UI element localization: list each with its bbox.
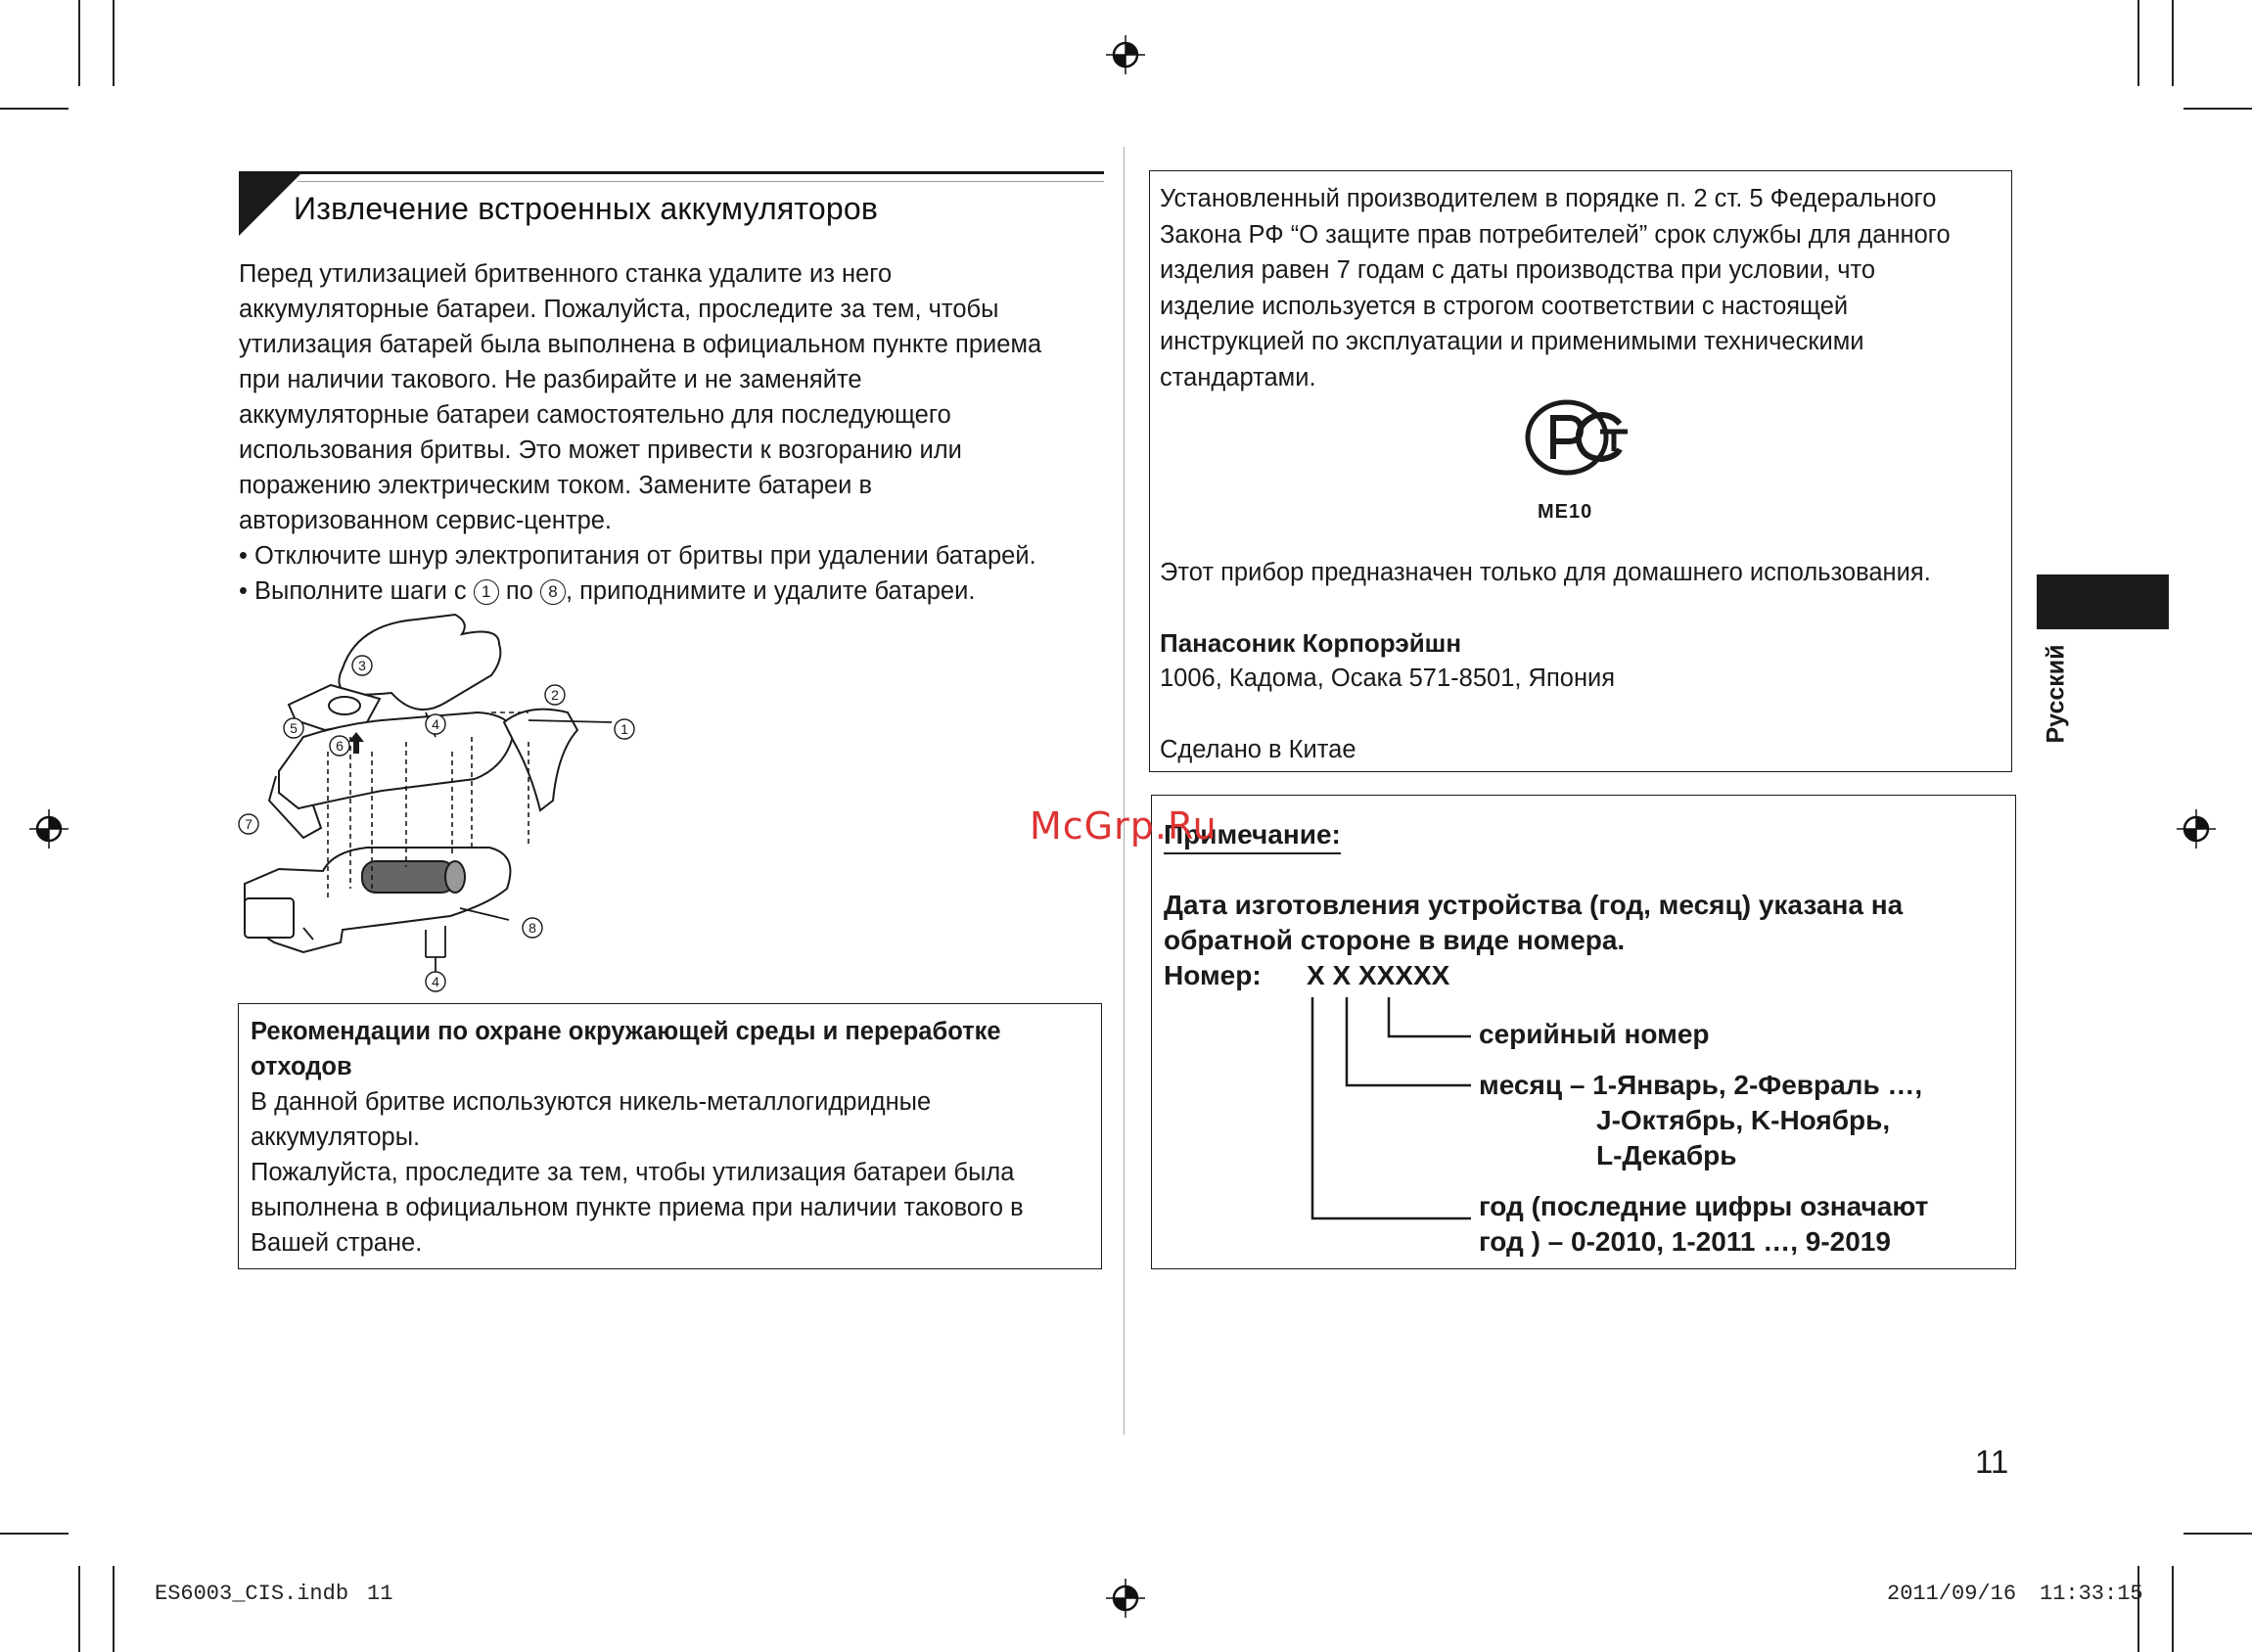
note-text: Дата изготовления устройства (год, месяц) указана на [1164,890,1904,920]
pct-certification-icon [1524,398,1632,477]
section-title: Извлечение встроенных аккумуляторов [294,191,879,226]
month-label: J-Октябрь, K-Ноябрь, [1596,1105,1891,1135]
shaver-disassembly-diagram [235,605,646,996]
crop-mark [2183,1533,2252,1535]
paragraph-line: поражению электрическим током. Замените батареи в [239,472,873,499]
crop-mark [2172,0,2174,86]
section-rule [239,171,1104,174]
recycling-line: аккумуляторы. [251,1124,421,1151]
paragraph-line: Перед утилизацией бритвенного станка удалите из него [239,260,893,288]
info-line: инструкцией по эксплуатации и применимыми техническими [1160,328,1864,355]
crop-mark [78,0,80,86]
shaver-side-cap [504,710,577,810]
number-value: X X XXXXX [1307,960,1450,990]
bullet-steps-middle: по [505,577,533,605]
diagram-label: 1 [620,721,628,737]
crop-mark [2137,0,2139,86]
number-breakdown-lines [1299,995,1475,1230]
crop-mark [0,1533,69,1535]
battery-end [445,861,465,893]
bullet-steps-suffix: , приподнимите и удалите батареи. [565,577,976,605]
recycling-line: Вашей стране. [251,1229,423,1257]
diagram-label: 4 [432,716,439,732]
cert-code: ME10 [1538,501,1593,523]
section-rule [298,181,1104,182]
month-label: L-Декабрь [1596,1140,1737,1170]
crop-mark [113,1566,115,1652]
language-label [2040,636,2073,752]
paragraph-line: утилизация батарей была выполнена в официальном пункте приема [239,331,1042,358]
recycling-title: Рекомендации по охране окружающей среды и переработке [251,1018,1001,1045]
number-label: Номер: [1164,960,1262,990]
crop-mark [113,0,115,86]
diagram-label: 4 [432,974,439,989]
note-text: обратной стороне в виде номера. [1164,925,1626,955]
footer-date: 2011/09/16 [1887,1582,2017,1606]
info-line: Закона РФ “О защите прав потребителей” срок службы для данного [1160,220,1951,249]
diagram-label: 7 [245,816,253,832]
bullet-steps-prefix: • Выполните шаги с [239,577,467,605]
made-in-text: Сделано в Китае [1160,736,1356,763]
diagram-label: 5 [290,720,298,736]
recycling-title: отходов [251,1053,352,1080]
serial-label: серийный номер [1479,1019,1710,1049]
recycling-box [238,1003,1102,1269]
bullet-unplug: • Отключите шнур электропитания от бритвы при удалении батарей. [239,542,1036,570]
crop-mark [2172,1566,2174,1652]
domestic-use-text: Этот прибор предназначен только для домашнего использования. [1160,559,1931,586]
service-life-box [1149,170,2012,772]
recycling-line: выполнена в официальном пункте приема при наличии такового в [251,1194,1024,1221]
diagram-label: 8 [529,920,536,936]
info-line: изделия равен 7 годам с даты производства при условии, что [1160,256,1876,284]
month-label: месяц – 1-Январь, 2-Февраль …, [1479,1070,1923,1100]
shaver-head [245,898,294,938]
note-box [1151,795,2016,1269]
page-number: 11 [1975,1444,2009,1480]
note-title: Примечание: [1164,819,1341,854]
registration-mark-icon [2177,809,2216,849]
watermark: McGrp.Ru [1030,804,1218,848]
step-number: 1 [474,579,499,605]
footer-file: ES6003_CIS.indb [155,1582,349,1606]
shaver-clip-detail [329,697,360,714]
crop-mark [2137,1566,2139,1652]
year-label: год ) – 0-2010, 1-2011 …, 9-2019 [1479,1226,1891,1257]
paragraph-line: использования бритвы. Это может привести к возгоранию или [239,436,962,464]
bullet-steps [239,574,1100,609]
crop-mark [2183,108,2252,110]
language-label-text: Русский [2042,644,2070,744]
crop-mark [78,1566,80,1652]
footer-file-page: 11 [367,1582,393,1606]
info-line: Установленный производителем в порядке п. 2 ст. 5 Федерального [1160,185,1937,212]
step-number: 8 [540,579,566,605]
battery-icon [362,861,455,893]
paragraph-line: авторизованном сервис-центре. [239,507,613,534]
crop-mark [0,108,69,110]
section-header [239,171,1104,236]
recycling-line: В данной бритве используются никель-металлогидридные [251,1088,932,1116]
registration-mark-icon [29,809,69,849]
footer-time: 11:33:15 [2040,1582,2143,1606]
info-line: изделие используется в строгом соответствии с настоящей [1160,292,1849,320]
paragraph-line: аккумуляторные батареи самостоятельно для последующего [239,401,951,429]
battery-removal-text [239,256,1100,609]
info-line: стандартами. [1160,363,1316,391]
registration-mark-icon [1106,1579,1145,1618]
company-name: Панасоник Корпорэйшн [1160,628,1462,658]
company-address: 1006, Кадома, Осака 571-8501, Япония [1160,665,1616,692]
recycling-line: Пожалуйста, проследите за тем, чтобы утилизация батареи была [251,1159,1015,1186]
column-divider [1124,147,1125,1435]
registration-mark-icon [1106,35,1145,74]
year-label: год (последние цифры означают [1479,1191,1929,1221]
diagram-label: 2 [551,687,559,703]
diagram-label: 3 [358,658,366,673]
paragraph-line: аккумуляторные батареи. Пожалуйста, проследите за тем, чтобы [239,296,999,323]
paragraph-line: при наличии такового. Не разбирайте и не заменяйте [239,366,862,393]
language-tab [2037,574,2169,629]
diagram-label: 6 [336,738,344,754]
